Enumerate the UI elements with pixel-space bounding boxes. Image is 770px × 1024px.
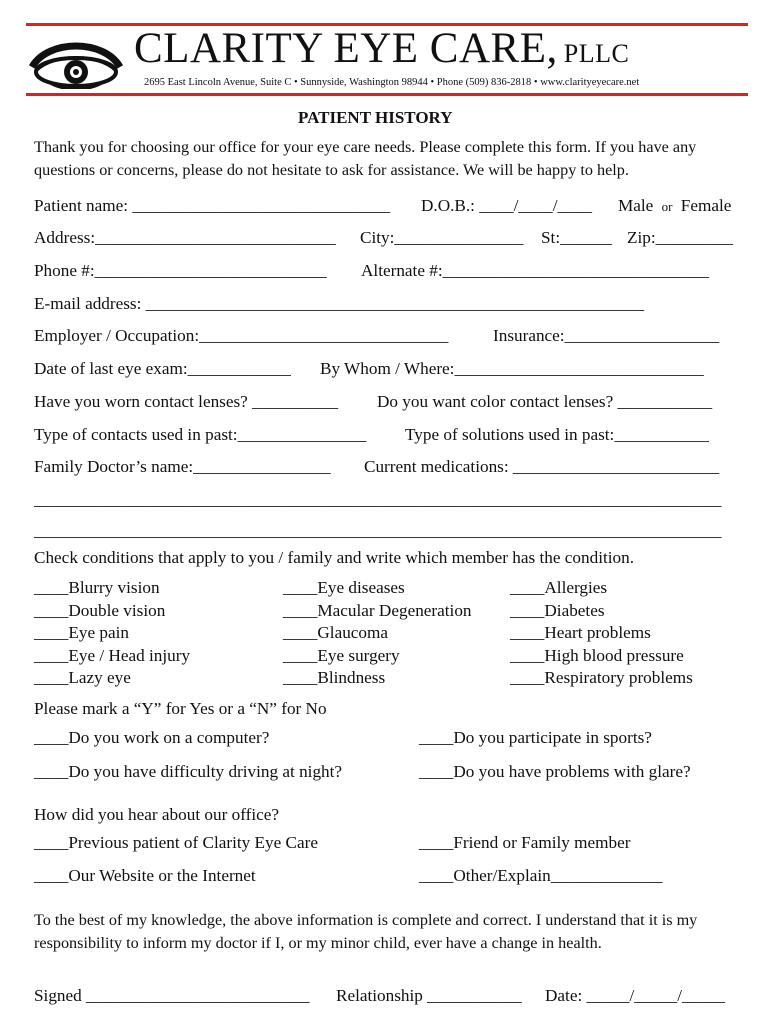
by-whom-field[interactable]: By Whom / Where:_____________________________ <box>320 359 704 378</box>
attestation-text: To the best of my knowledge, the above information is complete and correct. I understand that it is my responsibility to inform my doctor if I, or my minor child, ever have a change in health. <box>34 911 698 952</box>
conditions-col-3 <box>510 577 693 690</box>
company-address: 2695 East Lincoln Avenue, Suite C • Sunnyside, Washington 98944 • Phone (509) 836-2818 • www.clarityeyecare.net <box>144 77 640 88</box>
gender-or: or <box>661 199 673 214</box>
company-name <box>134 24 629 73</box>
zip-field[interactable]: Zip:_________ <box>627 228 733 247</box>
condition-item[interactable]: ____Eye diseases <box>283 578 405 597</box>
other-option[interactable]: ____Other/Explain_____________ <box>419 866 663 885</box>
medications-field[interactable]: Current medications: ________________________ <box>364 457 720 476</box>
friend-family-option[interactable]: ____Friend or Family member <box>419 833 631 852</box>
condition-item[interactable]: ____Macular Degeneration <box>283 600 472 620</box>
night-driving-question[interactable]: ____Do you have difficulty driving at night? <box>34 762 343 781</box>
signature-field[interactable]: Signed __________________________ <box>34 986 310 1005</box>
previous-patient-option[interactable]: ____Previous patient of Clarity Eye Care <box>34 833 319 852</box>
referral-prompt: How did you hear about our office? <box>34 805 280 824</box>
company-title: CLARITY EYE CARE, <box>134 25 558 72</box>
conditions-col-2 <box>283 577 472 690</box>
condition-item[interactable]: ____High blood pressure <box>510 645 684 665</box>
contacts-type-field[interactable]: Type of contacts used in past:_______________ <box>34 425 367 444</box>
conditions-col-1 <box>34 577 190 690</box>
solutions-type-field[interactable]: Type of solutions used in past:___________ <box>405 425 709 444</box>
state-field[interactable]: St:______ <box>541 228 612 247</box>
employer-field[interactable]: Employer / Occupation:_____________________________ <box>34 326 449 345</box>
eye-logo-icon <box>28 33 124 89</box>
date-field[interactable]: Date: _____/_____/_____ <box>545 986 725 1005</box>
dob-field[interactable]: D.O.B.: ____/____/____ <box>421 196 592 215</box>
patient-name-field[interactable]: Patient name: ______________________________ <box>34 196 391 215</box>
email-field[interactable]: E-mail address: __________________________________________________________ <box>34 294 645 313</box>
glare-question[interactable]: ____Do you have problems with glare? <box>419 762 691 781</box>
gender-options <box>618 196 731 216</box>
condition-item[interactable]: ____Lazy eye <box>34 668 131 687</box>
condition-item[interactable]: ____Double vision <box>34 600 166 620</box>
yes-no-prompt: Please mark a “Y” for Yes or a “N” for No <box>34 699 327 718</box>
condition-item[interactable]: ____Eye / Head injury <box>34 645 191 665</box>
medications-line-1[interactable]: ________________________________________________________________________________ <box>34 490 722 509</box>
header-bottom-rule <box>26 93 748 96</box>
insurance-field[interactable]: Insurance:__________________ <box>493 326 720 345</box>
relationship-field[interactable]: Relationship ___________ <box>336 986 522 1005</box>
last-exam-field[interactable]: Date of last eye exam:____________ <box>34 359 291 378</box>
alternate-phone-field[interactable]: Alternate #:_______________________________ <box>361 261 710 280</box>
color-contacts-field[interactable]: Do you want color contact lenses? ___________ <box>377 392 713 411</box>
condition-item[interactable]: ____Allergies <box>510 578 608 597</box>
condition-item[interactable]: ____Blindness <box>283 668 386 687</box>
city-field[interactable]: City:_______________ <box>360 228 524 247</box>
condition-item[interactable]: ____Respiratory problems <box>510 668 693 687</box>
computer-question[interactable]: ____Do you work on a computer? <box>34 728 270 747</box>
condition-item[interactable]: ____Blurry vision <box>34 578 160 597</box>
female-option[interactable]: Female <box>680 196 732 215</box>
condition-item[interactable]: ____Heart problems <box>510 623 651 642</box>
condition-item[interactable]: ____Eye surgery <box>283 645 400 665</box>
website-option[interactable]: ____Our Website or the Internet <box>34 866 256 885</box>
intro-text: Thank you for choosing our office for your eye care needs. Please complete this form. If you have any questions or concerns, please do not hesitate to ask for assistance. We will be happy to help. <box>34 138 697 179</box>
sports-question[interactable]: ____Do you participate in sports? <box>419 728 652 747</box>
page-title: PATIENT HISTORY <box>298 108 453 127</box>
company-suffix: PLLC <box>563 39 630 68</box>
condition-item[interactable]: ____Eye pain <box>34 623 129 642</box>
address-field[interactable]: Address:____________________________ <box>34 228 336 247</box>
conditions-prompt: Check conditions that apply to you / family and write which member has the condition. <box>34 548 635 567</box>
worn-contacts-field[interactable]: Have you worn contact lenses? __________ <box>34 392 339 411</box>
condition-item[interactable]: ____Diabetes <box>510 600 605 620</box>
medications-line-2[interactable]: ________________________________________________________________________________ <box>34 521 722 540</box>
phone-field[interactable]: Phone #:___________________________ <box>34 261 327 280</box>
male-option[interactable]: Male <box>618 196 654 215</box>
condition-item[interactable]: ____Glaucoma <box>283 623 389 642</box>
family-doctor-field[interactable]: Family Doctor’s name:________________ <box>34 457 331 476</box>
